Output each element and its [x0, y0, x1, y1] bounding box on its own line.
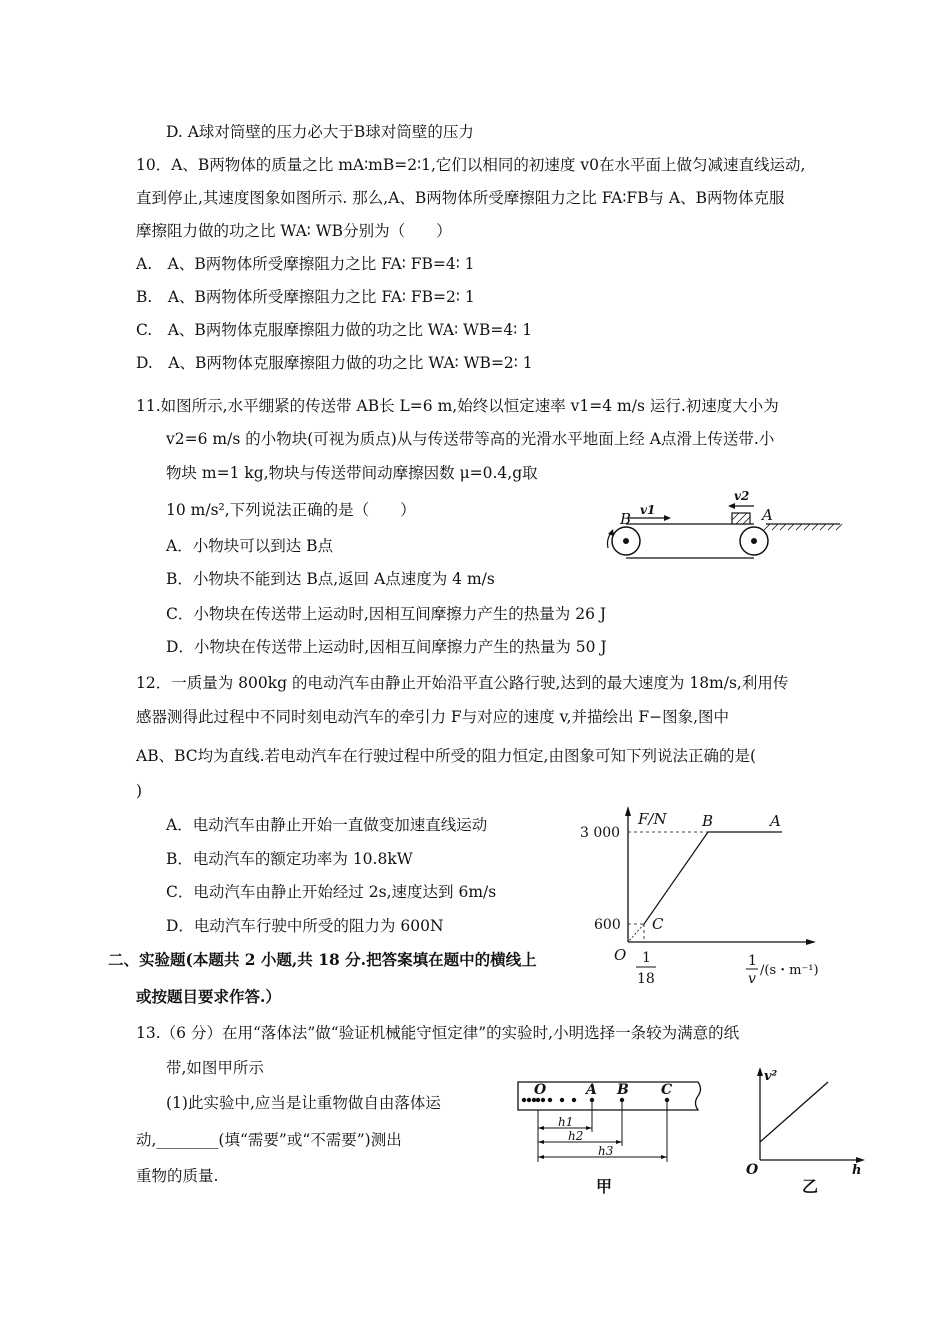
tape-dots — [522, 1098, 669, 1102]
y-tick-3000: 3 000 — [580, 825, 621, 841]
v2-h-graph — [740, 1062, 870, 1202]
tape-label-c: C — [661, 1082, 673, 1098]
v2-x-label: h — [852, 1163, 862, 1178]
q12-option-d: D．电动汽车行驶中所受的阻力为 600N — [166, 917, 444, 935]
q11-stem-line1: 11.如图所示,水平绷紧的传送带 AB长 L=6 m,始终以恒定速率 v1=4 m/s 运行.初速度大小为 — [136, 397, 779, 415]
tape-label-a: A — [586, 1082, 597, 1098]
q11-stem-line2: v2=6 m/s 的小物块(可视为质点)从与传送带等高的光滑水平地面上经 A点滑上传送带.小 — [166, 430, 775, 448]
paper-tape-figure — [510, 1072, 710, 1200]
q12-stem-line1: 12．一质量为 800kg 的电动汽车由静止开始沿平直公路行驶,达到的最大速度为 18m/s,利用传 — [136, 674, 789, 692]
q12-stem-line4: ) — [136, 782, 143, 800]
q10-stem-line2: 直到停止,其速度图象如图所示. 那么,A、B两物体所受摩擦阻力之比 FA∶FB与 A、B两物体克服 — [136, 189, 785, 207]
q13-stem-line2: 带,如图甲所示 — [166, 1059, 264, 1077]
q10-option-b: B. A、B两物体所受摩擦阻力之比 FA∶ FB=2∶ 1 — [136, 288, 475, 306]
point-c-label: C — [652, 915, 664, 933]
h2-label: h2 — [568, 1129, 584, 1143]
rotation-arrow — [607, 533, 611, 548]
y-label: F/N — [638, 810, 667, 828]
q11-option-a: A．小物块可以到达 B点 — [166, 537, 334, 555]
point-a-label: A — [770, 812, 781, 830]
tape-label-o: O — [534, 1082, 547, 1098]
label-v2: v2 — [734, 489, 750, 503]
q13-stem-line1: 13.（6 分）在用“落体法”做“验证机械能守恒定律”的实验时,小明选择一条较为满意的纸 — [136, 1024, 740, 1042]
q13-part1-line3: 重物的质量. — [136, 1167, 219, 1185]
q11-stem-line3: 物块 m=1 kg,物块与传送带间动摩擦因数 μ=0.4,g取 — [166, 464, 538, 482]
h3-label: h3 — [598, 1144, 614, 1158]
point-b-label: B — [702, 812, 714, 830]
caption-jia: 甲 — [596, 1177, 613, 1196]
q12-option-c: C．电动汽车由静止开始经过 2s,速度达到 6m/s — [166, 883, 497, 901]
q13-part1-line2: 动,________(填“需要”或“不需要”)测出 — [136, 1131, 402, 1149]
label-v1: v1 — [640, 503, 656, 517]
q10-option-a: A. A、B两物体所受摩擦阻力之比 FA∶ FB=4∶ 1 — [136, 255, 475, 273]
v2-line — [760, 1082, 828, 1142]
section2-heading-line1: 二、实验题(本题共 2 小题,共 18 分.把答案填在题中的横线上 — [108, 950, 537, 969]
force-inverse-velocity-graph — [576, 802, 836, 992]
q10-option-d: D. A、B两物体克服摩擦阻力做的功之比 WA∶ WB=2∶ 1 — [136, 354, 533, 372]
h1-label: h1 — [558, 1115, 574, 1129]
q11-stem-line4: 10 m/s²,下列说法正确的是（ ） — [166, 501, 416, 519]
q11-option-c: C．小物块在传送带上运动时,因相互间摩擦力产生的热量为 26 J — [166, 605, 607, 623]
q10-option-c: C. A、B两物体克服摩擦阻力做的功之比 WA∶ WB=4∶ 1 — [136, 321, 533, 339]
x-label-den: v — [748, 971, 756, 987]
x-tick-num: 1 — [642, 950, 651, 966]
y-tick-600: 600 — [594, 917, 621, 933]
q11-option-d: D．小物块在传送带上运动时,因相互间摩擦力产生的热量为 50 J — [166, 638, 607, 656]
q9-option-d: D. A球对筒壁的压力必大于B球对筒壁的压力 — [166, 123, 474, 141]
q12-option-b: B．电动汽车的额定功率为 10.8kW — [166, 850, 413, 868]
section2-heading-line2: 或按题目要求作答.） — [136, 987, 281, 1006]
x-label-unit: /(s・m⁻¹) — [760, 963, 819, 978]
label-b: B — [620, 510, 632, 528]
q13-part1-line1: (1)此实验中,应当是让重物做自由落体运 — [166, 1094, 441, 1112]
segment-bc — [644, 832, 708, 924]
x-tick-den: 18 — [637, 971, 655, 987]
dash-to-origin — [628, 924, 644, 942]
q11-option-b: B．小物块不能到达 B点,返回 A点速度为 4 m/s — [166, 570, 495, 588]
label-a: A — [762, 506, 773, 524]
q10-stem-line3: 摩擦阻力做的功之比 WA∶ WB分别为（ ） — [136, 222, 452, 240]
origin-label: O — [614, 946, 627, 964]
q12-stem-line2: 感器测得此过程中不同时刻电动汽车的牵引力 F与对应的速度 v,并描绘出 F−图象,图中 — [136, 708, 730, 726]
q12-stem-line3: AB、BC均为直线.若电动汽车在行驶过程中所受的阻力恒定,由图象可知下列说法正确的是( — [136, 747, 757, 765]
v2-origin: O — [746, 1162, 759, 1178]
q10-stem-line1: 10．A、B两物体的质量之比 mA∶mB=2∶1,它们以相同的初速度 v0在水平面上做匀减速直线运动, — [136, 156, 806, 174]
tape-label-b: B — [617, 1082, 629, 1098]
caption-yi: 乙 — [802, 1177, 819, 1196]
x-label-num: 1 — [748, 953, 757, 969]
q12-option-a: A．电动汽车由静止开始一直做变加速直线运动 — [166, 816, 488, 834]
ground-hatch — [764, 524, 842, 530]
v2-y-label: v² — [764, 1069, 778, 1084]
conveyor-belt-figure — [598, 488, 848, 568]
